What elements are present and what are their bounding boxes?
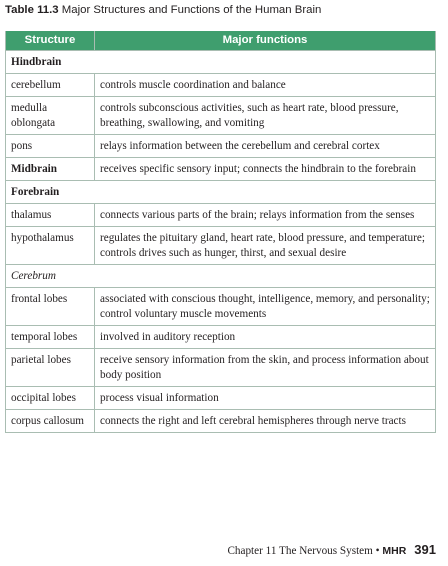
page-footer	[227, 542, 436, 557]
structure-cell: medulla oblongata	[6, 97, 95, 135]
function-cell: controls subconscious activities, such as heart rate, blood pressure, breathing, swallowing, and vomiting	[95, 97, 436, 135]
table-row	[6, 326, 436, 349]
structure-cell: Cerebrum	[6, 265, 436, 288]
header-major-functions: Major functions	[95, 31, 436, 51]
header-structure: Structure	[6, 31, 95, 51]
structure-cell: corpus callosum	[6, 410, 95, 433]
table-row	[6, 265, 436, 288]
brain-structures-table	[5, 31, 436, 433]
function-cell: receive sensory information from the skin, and process information about body position	[95, 349, 436, 387]
table-title: Major Structures and Functions of the Human Brain	[61, 4, 322, 16]
structure-cell: frontal lobes	[6, 288, 95, 326]
table-number: Table 11.3	[5, 4, 59, 16]
function-cell: receives specific sensory input; connects the hindbrain to the forebrain	[95, 158, 436, 181]
structure-cell: parietal lobes	[6, 349, 95, 387]
structure-cell: temporal lobes	[6, 326, 95, 349]
table-row	[6, 204, 436, 227]
chapter-title: Chapter 11 The Nervous System	[227, 545, 373, 557]
function-cell: process visual information	[95, 387, 436, 410]
structure-cell: hypothalamus	[6, 227, 95, 265]
table-caption	[5, 4, 445, 16]
structure-cell: cerebellum	[6, 74, 95, 97]
table-row	[6, 349, 436, 387]
page-number: 391	[414, 542, 436, 557]
table-row	[6, 97, 436, 135]
table-row	[6, 410, 436, 433]
footer-separator: •	[372, 545, 383, 557]
table-row	[6, 387, 436, 410]
function-cell: connects the right and left cerebral hemispheres through nerve tracts	[95, 410, 436, 433]
table-row	[6, 288, 436, 326]
function-cell: relays information between the cerebellum and cerebral cortex	[95, 135, 436, 158]
function-cell: controls muscle coordination and balance	[95, 74, 436, 97]
structure-cell: occipital lobes	[6, 387, 95, 410]
table-header-row	[6, 31, 436, 51]
table-row	[6, 158, 436, 181]
table-row	[6, 51, 436, 74]
table-row	[6, 74, 436, 97]
publisher-mark: MHR	[382, 545, 407, 557]
function-cell: regulates the pituitary gland, heart rate, blood pressure, and temperature; controls drives such as hunger, thirst, and sexual desire	[95, 227, 436, 265]
function-cell: associated with conscious thought, intelligence, memory, and personality; control voluntary muscle movements	[95, 288, 436, 326]
function-cell: involved in auditory reception	[95, 326, 436, 349]
structure-cell: thalamus	[6, 204, 95, 227]
structure-cell: Midbrain	[6, 158, 95, 181]
structure-cell: pons	[6, 135, 95, 158]
structure-cell: Forebrain	[6, 181, 436, 204]
function-cell: connects various parts of the brain; relays information from the senses	[95, 204, 436, 227]
table-row	[6, 181, 436, 204]
table-row	[6, 135, 436, 158]
table-row	[6, 227, 436, 265]
structure-cell: Hindbrain	[6, 51, 436, 74]
